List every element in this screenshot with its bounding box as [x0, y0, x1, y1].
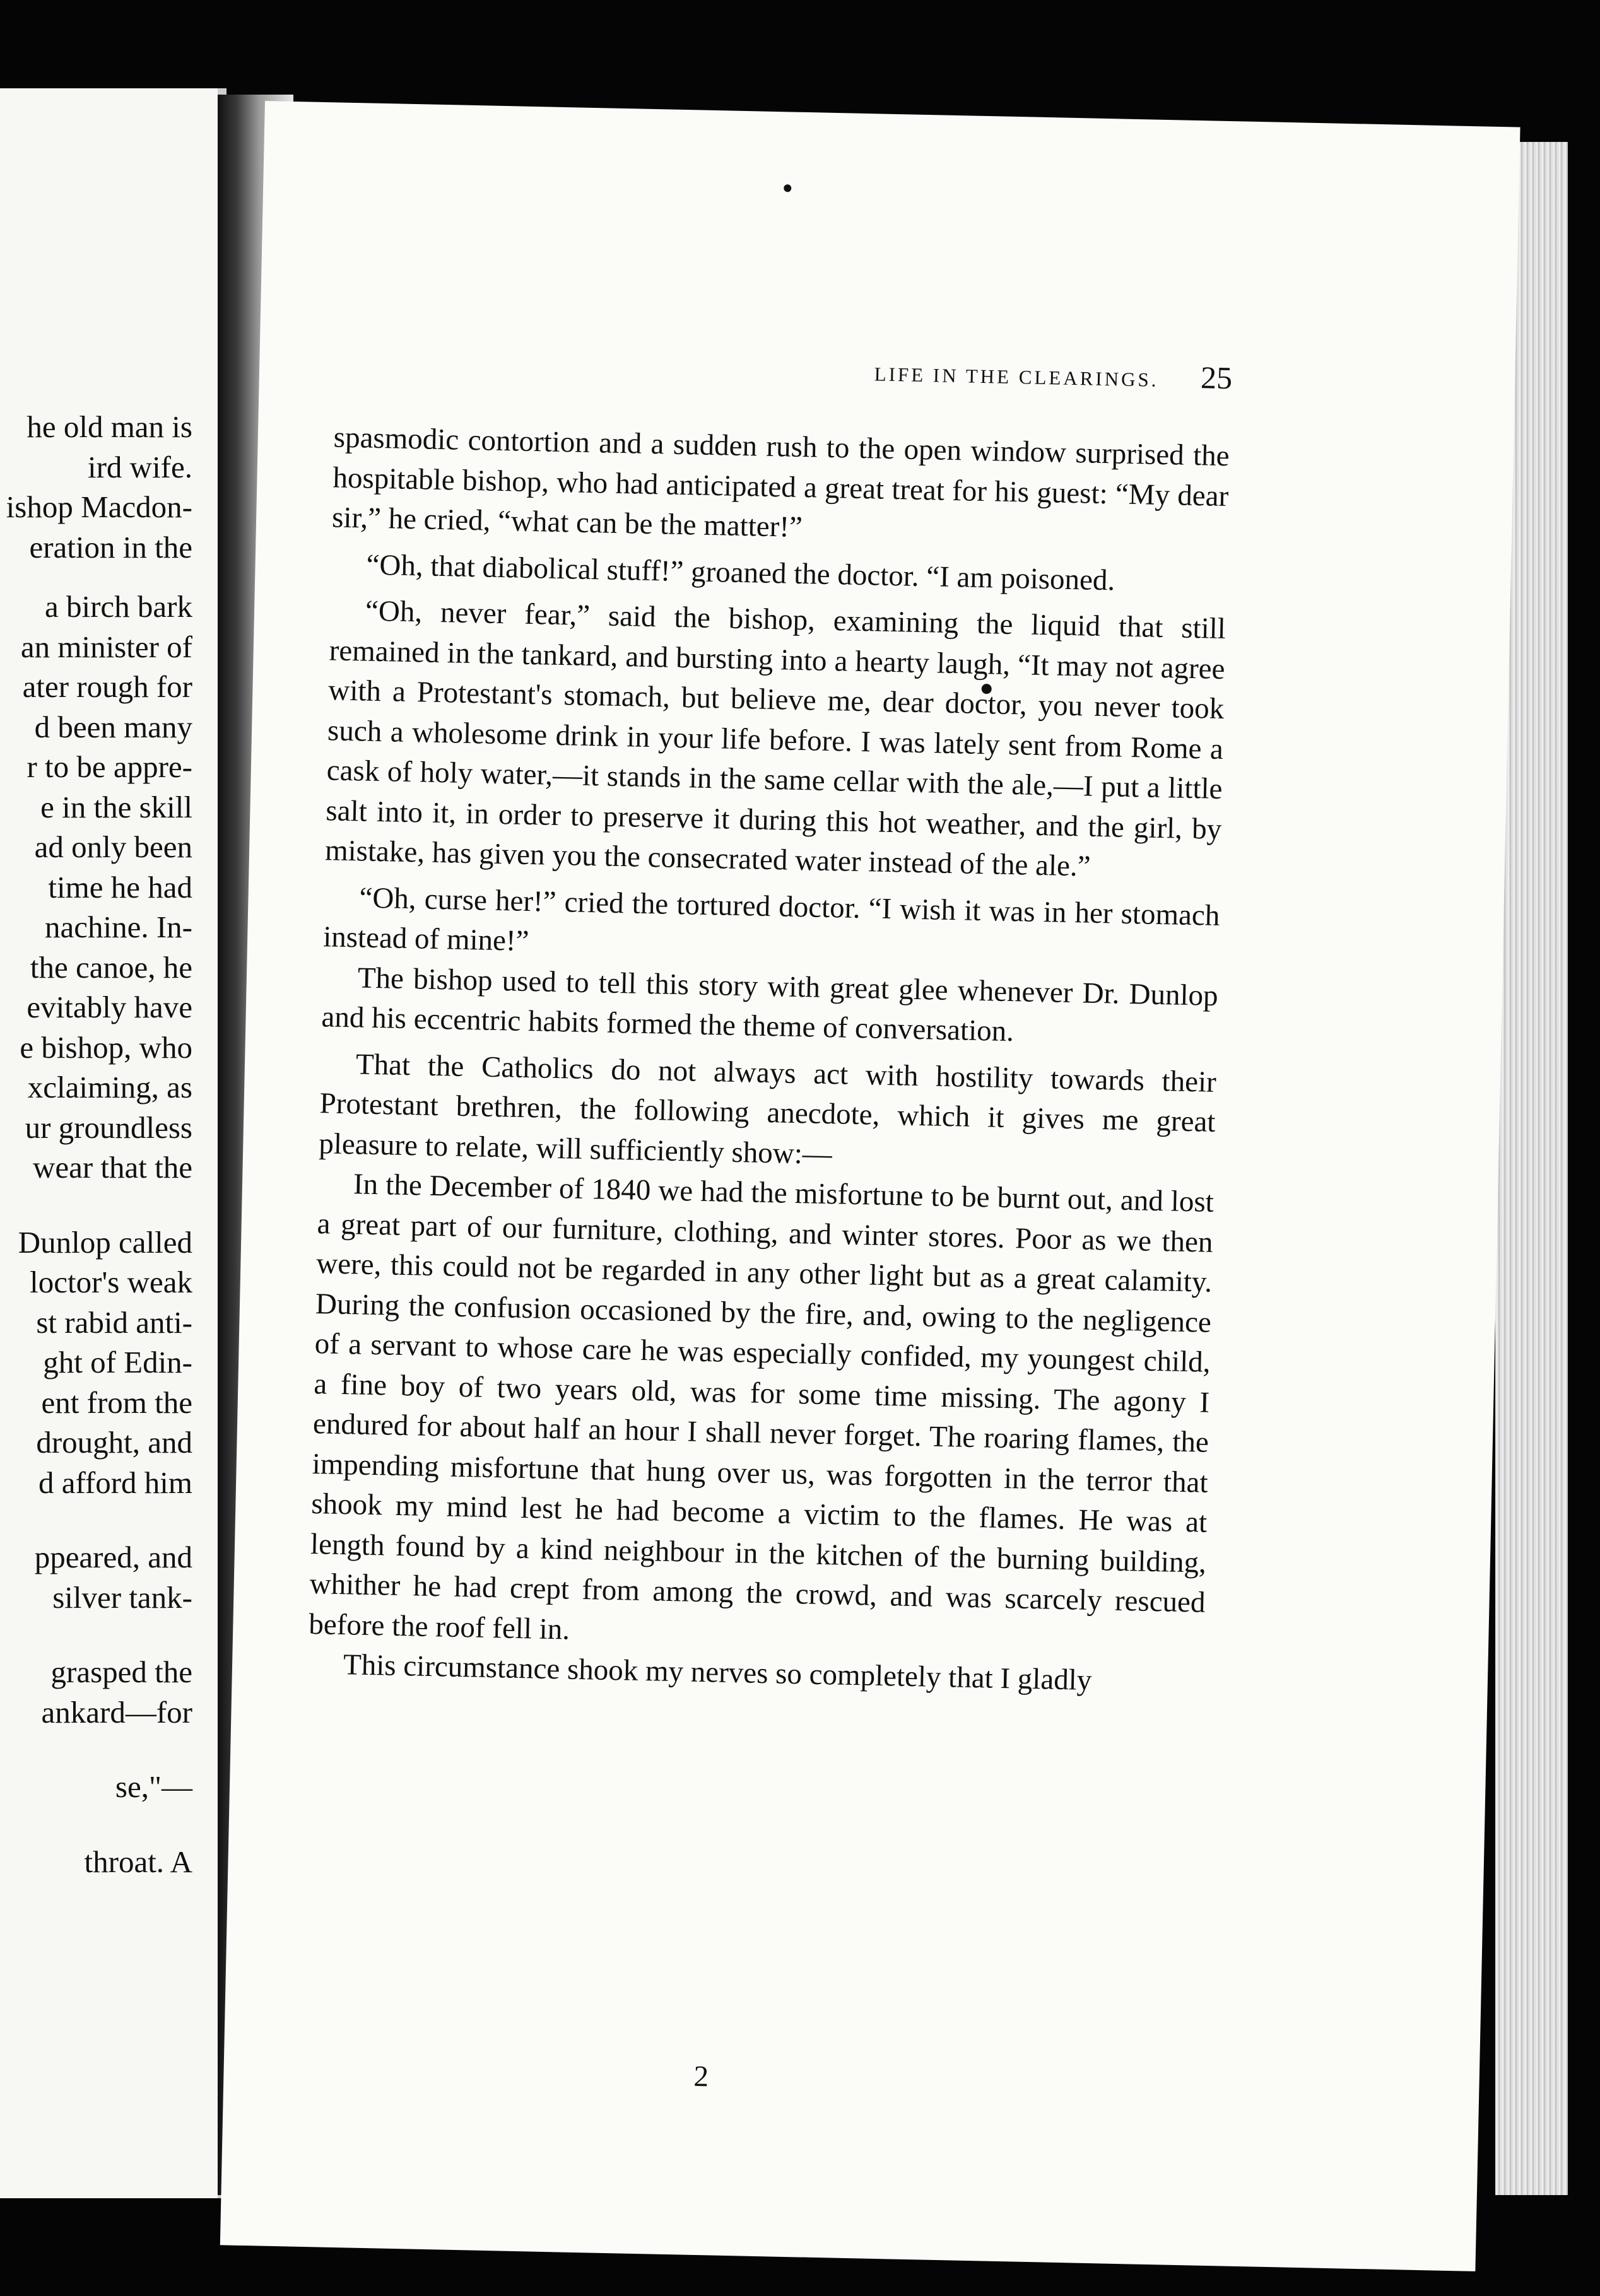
body-text — [307, 418, 1230, 1703]
page-number: 25 — [1200, 360, 1233, 396]
paragraph: “Oh, never fear,” said the bishop, examining the liquid that still remained in the tankard, and bursting into a hearty laugh, “It may not agree with a Protestant's stomach, but believe me, dear doctor, you never took such a wholesome drink in your life before. I was lately sent from Rome a cask of holy water,—it stands in the same cellar with the ale,—I put a little salt into it, in order to preserve it during this hot weather, and the girl, by mistake, has given you the consecrated water instead of the ale.” — [324, 594, 1226, 883]
left-line: r to be appre- — [26, 749, 192, 784]
left-line: ppeared, and — [34, 1540, 192, 1574]
paragraph: That the Catholics do not always act with hostility towards their Protestant brethren, the following anecdote, which it gives me great pleasure to relate, will sufficiently show:— — [318, 1047, 1217, 1171]
left-line: nachine. In- — [45, 910, 192, 944]
paragraph: The bishop used to tell this story with great glee whenever Dr. Dunlop and his eccentric habits formed the theme of conversation. — [321, 961, 1219, 1048]
left-line — [0, 1807, 192, 1842]
left-line: e bishop, who — [20, 1029, 192, 1065]
left-line: xclaiming, as — [27, 1070, 192, 1104]
left-line — [0, 567, 192, 587]
left-line: ankard—for — [41, 1694, 192, 1730]
left-line: ght of Edin- — [43, 1345, 192, 1379]
left-line: loctor's weak — [30, 1265, 192, 1299]
left-line: se,"— — [115, 1769, 192, 1804]
left-line: an minister of — [20, 629, 192, 664]
left-page-text — [0, 407, 192, 1882]
paragraph: This circumstance shook my nerves so completely that I gladly — [343, 1648, 1092, 1697]
left-line: d afford him — [38, 1465, 192, 1500]
left-line: e in the skill — [40, 789, 192, 824]
left-line: ishop Macdon- — [6, 489, 192, 524]
running-head: LIFE IN THE CLEARINGS. — [874, 363, 1159, 391]
left-line: evitably have — [26, 990, 192, 1024]
left-line: he old man is — [26, 409, 192, 444]
left-line: eration in the — [29, 529, 192, 565]
left-line: ur groundless — [25, 1110, 192, 1145]
left-line — [0, 1188, 192, 1222]
left-line: throat. A — [84, 1844, 192, 1879]
left-line: Dunlop called — [18, 1224, 192, 1260]
paragraph: spasmodic contortion and a sudden rush to the open window surprised the hospitable bishop, who had anticipated a great treat for his guest: “My dear sir,” he cried, “what can be the matter!” — [331, 421, 1230, 544]
left-line: d been many — [34, 709, 192, 744]
left-line: a birch bark — [45, 589, 192, 624]
paragraph: “Oh, curse her!” cried the tortured doctor. “I wish it was in her stomach instead of mine!” — [322, 881, 1220, 958]
ink-speck — [784, 184, 791, 192]
left-line: ater rough for — [22, 669, 192, 704]
left-line: wear that the — [32, 1150, 192, 1185]
left-line: time he had — [48, 869, 192, 905]
paragraph: In the December of 1840 we had the misfortune to be burnt out, and lost a great part of our furniture, clothing, and winter stores. Poor as we then were, this could not be regarded in any other light but as a great calamity. During the confusion occasioned by the fire, and, owing to the negligence of a servant to whose care he was especially confided, my youngest child, a fine boy of two years old, was for some time missing. The agony I endured for about half an hour I shall never forget. The roaring flames, the impending misfortune that hung over us, was forgotten in the terror that shook my mind lest he had become a victim to the flames. He was at length found by a kind neighbour in the kitchen of the burning building, whither he had crept from among the crowd, and was scarcely rescued before the roof fell in. — [308, 1168, 1215, 1646]
paragraph: “Oh, that diabolical stuff!” groaned the doctor. “I am poisoned. — [366, 548, 1115, 597]
right-page — [220, 101, 1521, 2271]
signature-mark: 2 — [693, 2059, 709, 2094]
left-line — [0, 1617, 192, 1652]
left-line: drought, and — [36, 1425, 192, 1460]
left-page — [0, 88, 226, 2198]
left-line: ird wife. — [88, 449, 192, 484]
left-line: ent from the — [41, 1385, 192, 1420]
left-line: silver tank- — [52, 1579, 192, 1615]
left-line: the canoe, he — [30, 949, 192, 985]
left-line: ad only been — [34, 829, 192, 864]
left-line: grasped the — [50, 1655, 192, 1689]
left-line — [0, 1732, 192, 1767]
left-line: st rabid anti- — [36, 1304, 192, 1340]
left-line — [0, 1502, 192, 1537]
